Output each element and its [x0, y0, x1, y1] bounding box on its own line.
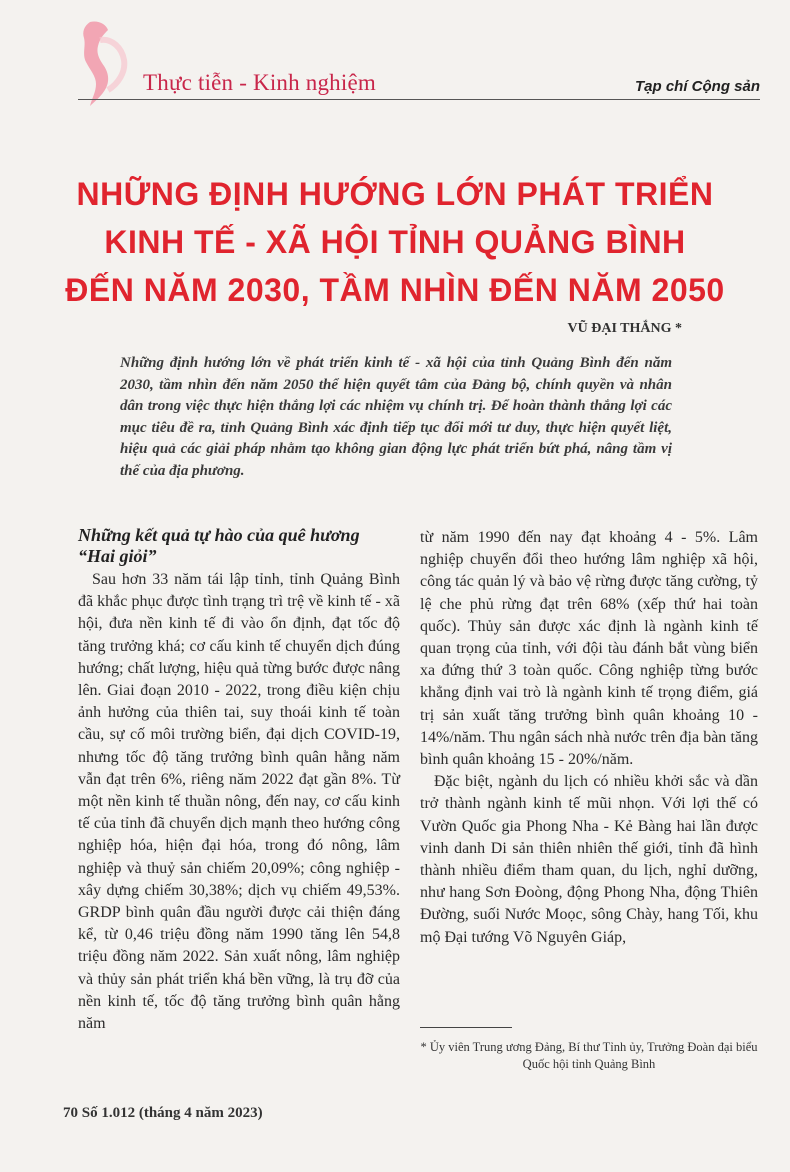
article-sapo: Những định hướng lớn về phát triển kinh tế - xã hội của tỉnh Quảng Bình đến năm 2030, tầm nhìn đến năm 2050 thể hiện quyết tâm của Đảng bộ, chính quyền và nhân dân trong việc thực hiện thắng lợi các nhiệm vụ chính trị. Để hoàn thành thắng lợi các mục tiêu đề ra, tỉnh Quảng Bình xác định tiếp tục đổi mới tư duy, thực hiện quyết liệt, hiệu quả các giải pháp nhằm tạo không gian động lực phát triển bứt phá, nâng tầm vị thế của địa phương. — [120, 355, 672, 479]
author-name: VŨ ĐẠI THẮNG * — [567, 321, 682, 336]
author-footnote: * Ủy viên Trung ương Đảng, Bí thư Tỉnh ủy, Trưởng Đoàn đại biểu Quốc hội tỉnh Quảng Bình — [420, 1040, 758, 1071]
left-column — [78, 525, 400, 1035]
title-line-2: KINH TẾ - XÃ HỘI TỈNH QUẢNG BÌNH — [104, 224, 686, 260]
header-rule — [78, 99, 760, 100]
footnote-rule — [420, 1027, 512, 1028]
body-paragraph: từ năm 1990 đến nay đạt khoảng 4 - 5%. Lâm nghiệp chuyển đổi theo hướng lâm nghiệp xã hội, công tác quản lý và bảo vệ rừng được tăng cường, tỷ lệ che phủ rừng đạt trên 68% (xếp thứ hai toàn quốc). Thủy sản được xác định là ngành kinh tế quan trọng của tỉnh, với đội tàu đánh bắt vùng biển xa đứng thứ 3 toàn quốc. Công nghiệp từng bước khẳng định vai trò là ngành kinh tế trọng điểm, giá trị sản xuất tăng trưởng bình quân khoảng 10 - 14%/năm. Thu ngân sách nhà nước trên địa bàn tăng bình quân khoảng 15 - 20%/năm. — [420, 529, 758, 769]
page-footer: 70 Số 1.012 (tháng 4 năm 2023) — [63, 1105, 263, 1121]
body-paragraph: Sau hơn 33 năm tái lập tỉnh, tỉnh Quảng Bình đã khắc phục được tình trạng trì trệ về kinh tế - xã hội, đưa nền kinh tế đi vào ổn định, đạt tốc độ tăng trưởng khá; cơ cấu kinh tế chuyển dịch đúng hướng; chất lượng, hiệu quả từng bước được nâng lên. Giai đoạn 2010 - 2022, trong điều kiện chịu ảnh hưởng của thiên tai, suy thoái kinh tế toàn cầu, sự cố môi trường biển, đại dịch COVID-19, nhưng tốc độ tăng trưởng bình quân hằng năm vẫn đạt trên 6%, riêng năm 2022 đạt gần 8%. Từ một nền kinh tế thuần nông, đến nay, cơ cấu kinh tế của tỉnh đã chuyển dịch mạnh theo hướng công nghiệp hóa, hiện đại hóa, trong đó nông, lâm nghiệp và thuỷ sản chiếm 20,09%; công nghiệp - xây dựng chiếm 30,38%; dịch vụ chiếm 49,53%. GRDP bình quân đầu người được cải thiện đáng kể, từ 0,46 triệu đồng năm 1990 tăng lên 54,8 triệu đồng năm 2022. Sản xuất nông, lâm nghiệp và thủy sản phát triển khá bền vững, là trụ đỡ của nền kinh tế, tốc độ tăng trưởng bình quân hằng năm — [78, 571, 400, 1033]
title-line-3: ĐẾN NĂM 2030, TẦM NHÌN ĐẾN NĂM 2050 — [65, 272, 725, 308]
section-subheading: Những kết quả tự hào của quê hương “Hai giỏi” — [78, 525, 360, 566]
title-line-1: NHỮNG ĐỊNH HƯỚNG LỚN PHÁT TRIỂN — [76, 176, 714, 212]
article-title — [40, 170, 750, 314]
body-paragraph: Đặc biệt, ngành du lịch có nhiều khởi sắc và dần trở thành ngành kinh tế mũi nhọn. Với lợi thế có Vườn Quốc gia Phong Nha - Kẻ Bàng hai lần được vinh danh Di sản thiên nhiên thế giới, tỉnh đã hình thành nhiều điểm tham quan, du lịch, nghỉ dưỡng, như hang Sơn Đoòng, động Phong Nha, động Thiên Đường, suối Nước Moọc, sông Chày, hang Tối, khu mộ Đại tướng Võ Nguyên Giáp, — [420, 773, 758, 946]
vietnam-map-logo — [60, 18, 140, 108]
section-label: Thực tiễn - Kinh nghiệm — [143, 70, 376, 95]
journal-name: Tạp chí Cộng sản — [634, 78, 760, 95]
right-column — [420, 527, 758, 949]
